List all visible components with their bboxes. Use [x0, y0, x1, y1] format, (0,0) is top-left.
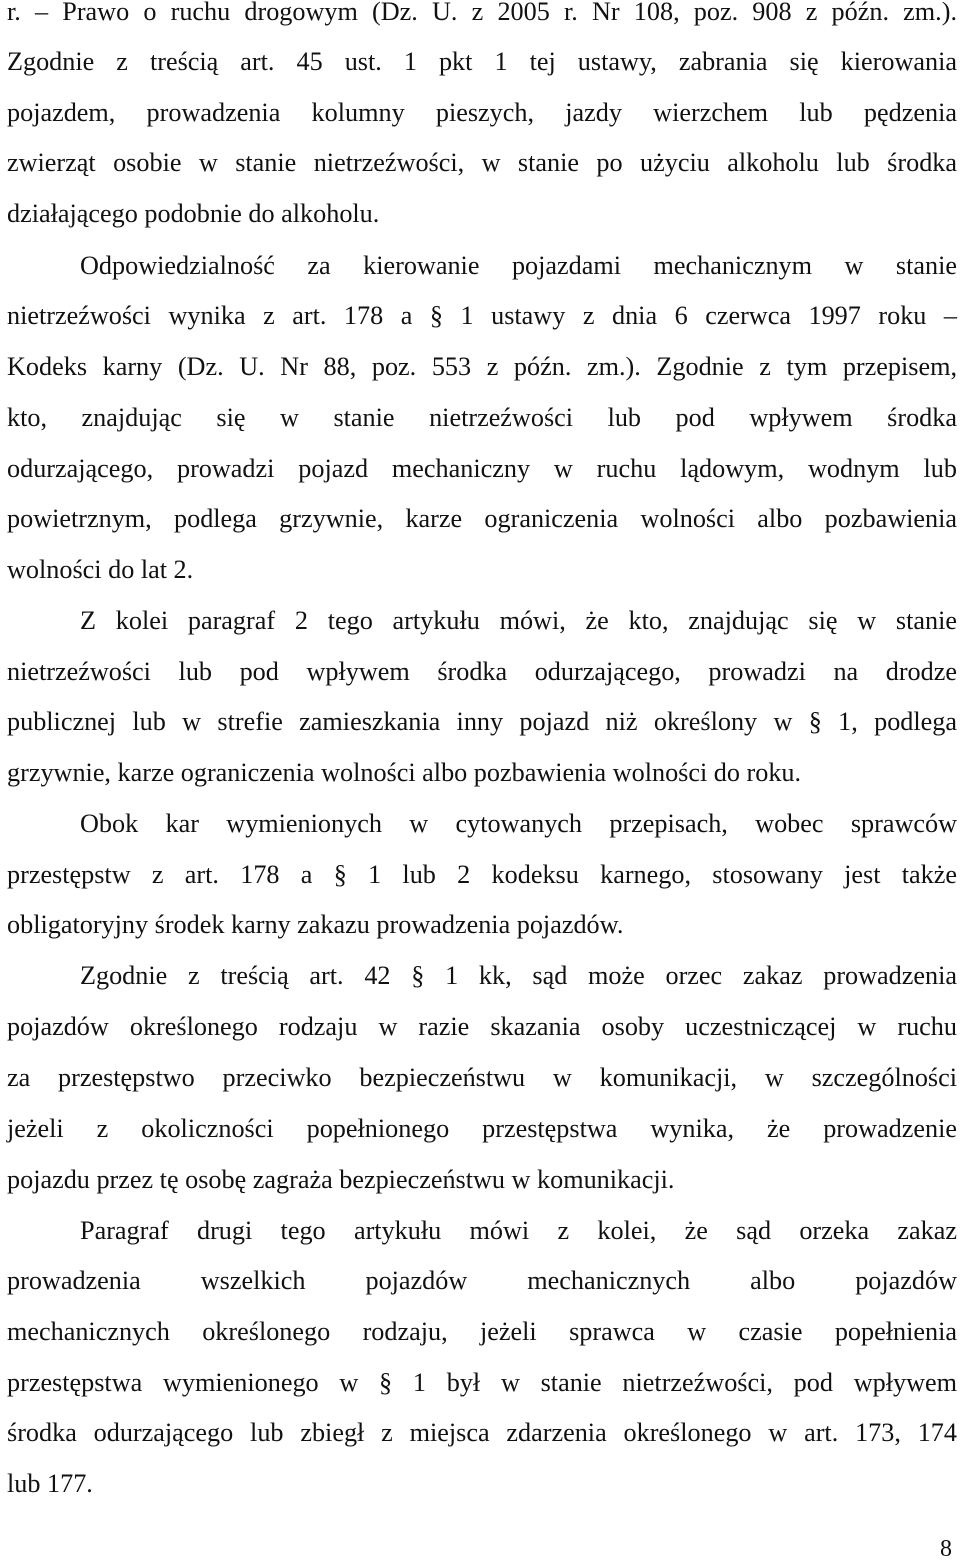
- text-line: prowadzenia wszelkich pojazdów mechanicznych albo pojazdów: [7, 1266, 957, 1295]
- paragraph-first-line: Z kolei paragraf 2 tego artykułu mówi, że kto, znajdując się w stanie: [80, 606, 957, 635]
- paragraph-first-line: Zgodnie z treścią art. 42 § 1 kk, sąd może orzec zakaz prowadzenia: [80, 961, 957, 990]
- text-line: powietrznym, podlega grzywnie, karze ograniczenia wolności albo pozbawienia: [7, 504, 957, 533]
- text-line: mechanicznych określonego rodzaju, jeżeli sprawca w czasie popełnienia: [7, 1317, 957, 1346]
- paragraph-first-line: Paragraf drugi tego artykułu mówi z kolei, że sąd orzeka zakaz: [80, 1216, 957, 1245]
- text-line: za przestępstwo przeciwko bezpieczeństwu w komunikacji, w szczególności: [7, 1063, 957, 1092]
- text-line: Zgodnie z treścią art. 45 ust. 1 pkt 1 tej ustawy, zabrania się kierowania: [7, 47, 957, 76]
- text-line: grzywnie, karze ograniczenia wolności albo pozbawienia wolności do roku.: [7, 758, 802, 787]
- text-line: r. – Prawo o ruchu drogowym (Dz. U. z 2005 r. Nr 108, poz. 908 z późn. zm.).: [7, 0, 957, 26]
- text-line: lub 177.: [7, 1469, 93, 1498]
- text-line: nietrzeźwości lub pod wpływem środka odurzającego, prowadzi na drodze: [7, 657, 957, 686]
- text-line: przestępstwa wymienionego w § 1 był w stanie nietrzeźwości, pod wpływem: [7, 1368, 957, 1397]
- text-line: wolności do lat 2.: [7, 555, 194, 584]
- text-line: środka odurzającego lub zbiegł z miejsca zdarzenia określonego w art. 173, 174: [7, 1418, 957, 1447]
- page-number: 8: [940, 1536, 952, 1562]
- text-line: pojazdem, prowadzenia kolumny pieszych, jazdy wierzchem lub pędzenia: [7, 98, 957, 127]
- text-line: publicznej lub w strefie zamieszkania inny pojazd niż określony w § 1, podlega: [7, 707, 957, 736]
- text-line: zwierząt osobie w stanie nietrzeźwości, w stanie po użyciu alkoholu lub środka: [7, 148, 957, 177]
- text-line: jeżeli z okoliczności popełnionego przestępstwa wynika, że prowadzenie: [7, 1114, 957, 1143]
- text-line: pojazdu przez tę osobę zagraża bezpieczeństwu w komunikacji.: [7, 1165, 675, 1194]
- paragraph-first-line: Odpowiedzialność za kierowanie pojazdami mechanicznym w stanie: [80, 251, 957, 280]
- text-line: działającego podobnie do alkoholu.: [7, 199, 380, 228]
- text-line: odurzającego, prowadzi pojazd mechaniczny w ruchu lądowym, wodnym lub: [7, 454, 957, 483]
- text-line: nietrzeźwości wynika z art. 178 a § 1 ustawy z dnia 6 czerwca 1997 roku –: [7, 301, 957, 330]
- text-line: kto, znajdując się w stanie nietrzeźwości lub pod wpływem środka: [7, 403, 957, 432]
- text-line: przestępstw z art. 178 a § 1 lub 2 kodeksu karnego, stosowany jest także: [7, 860, 957, 889]
- text-line: obligatoryjny środek karny zakazu prowadzenia pojazdów.: [7, 910, 624, 939]
- text-line: Kodeks karny (Dz. U. Nr 88, poz. 553 z późn. zm.). Zgodnie z tym przepisem,: [7, 352, 957, 381]
- text-line: pojazdów określonego rodzaju w razie skazania osoby uczestniczącej w ruchu: [7, 1012, 957, 1041]
- paragraph-first-line: Obok kar wymienionych w cytowanych przepisach, wobec sprawców: [80, 809, 957, 838]
